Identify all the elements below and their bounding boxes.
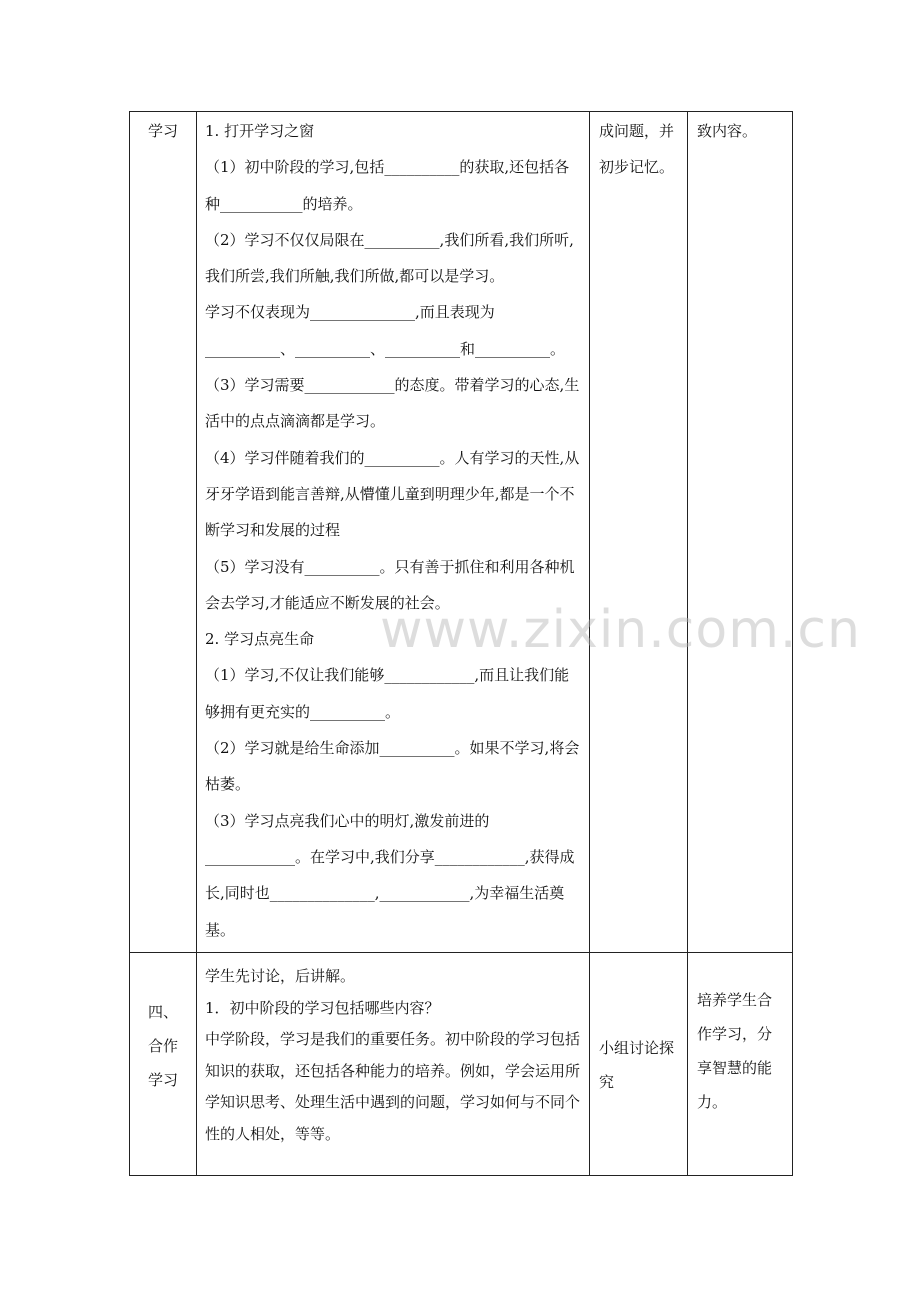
content-line: （3）学习点亮我们心中的明灯,激发前进的____________。在学习中,我们分享____________,获得成长,同时也______________,____________,为幸福生活奠基。 xyxy=(205,811,575,939)
content-cell xyxy=(197,953,590,1176)
design-intent-text: 培养学生合作学习，分享智慧的能力。 xyxy=(697,991,773,1111)
content-cell xyxy=(197,112,590,953)
stage-label xyxy=(130,953,196,1097)
student-activity-cell xyxy=(590,112,688,953)
answer-paragraph: 中学阶段，学习是我们的重要任务。初中阶段的学习包括知识的获取，还包括各种能力的培养。例如，学会运用所学知识思考、处理生活中遇到的问题，学习如何与不同个性的人相处，等等。 xyxy=(205,1030,581,1143)
stage-cell xyxy=(130,953,197,1176)
content-line: （2）学习就是给生命添加__________。如果不学习,将会枯萎。 xyxy=(205,739,580,794)
content-text xyxy=(197,112,589,948)
question-line: 1．初中阶段的学习包括哪些内容？ xyxy=(205,998,440,1017)
design-intent-cell xyxy=(688,953,793,1176)
content-line: （1）学习,不仅让我们能够____________,而且让我们能够拥有更充实的__________。 xyxy=(205,666,570,721)
content-line: （1）初中阶段的学习,包括__________的获取,还包括各种___________的培养。 xyxy=(205,158,570,213)
watermark: www.zixin.com.cn xyxy=(380,600,861,660)
stage-label-part: 学习 xyxy=(147,1071,178,1089)
content-line: 学习不仅表现为______________,而且表现为__________、__________、__________和__________。 xyxy=(205,303,566,358)
stage-label-part: 合作 xyxy=(147,1037,178,1055)
content-line: 学生先讨论，后讲解。 xyxy=(205,967,356,985)
stage-cell xyxy=(130,112,197,953)
section-heading: 2. 学习点亮生命 xyxy=(205,630,315,649)
content-line: （4）学习伴随着我们的__________。人有学习的天性,从牙牙学语到能言善辩,从懵懂儿童到明理少年,都是一个不断学习和发展的过程 xyxy=(205,448,580,540)
content-line: （3）学习需要____________的态度。带着学习的心态,生活中的点点滴滴都是学习。 xyxy=(205,376,580,431)
table-row xyxy=(130,953,793,1176)
design-intent-cell xyxy=(688,112,793,953)
section-heading: 1. 打开学习之窗 xyxy=(205,122,315,140)
content-text xyxy=(197,953,589,1151)
student-activity-cell xyxy=(590,953,688,1176)
content-line: （2）学习不仅仅局限在__________,我们所看,我们所听,我们所尝,我们所触,我们所做,都可以是学习。 xyxy=(205,230,574,286)
student-activity-text: 成问题，并初步记忆。 xyxy=(599,122,675,176)
student-activity-text: 小组讨论探究 xyxy=(599,1039,675,1091)
stage-label: 学习 xyxy=(147,122,178,140)
design-intent-text: 致内容。 xyxy=(697,122,758,140)
table-row xyxy=(130,112,793,953)
stage-label-part: 四、 xyxy=(147,1003,178,1021)
content-line: （5）学习没有__________。只有善于抓住和利用各种机会去学习,才能适应不断发展的社会。 xyxy=(205,557,575,612)
